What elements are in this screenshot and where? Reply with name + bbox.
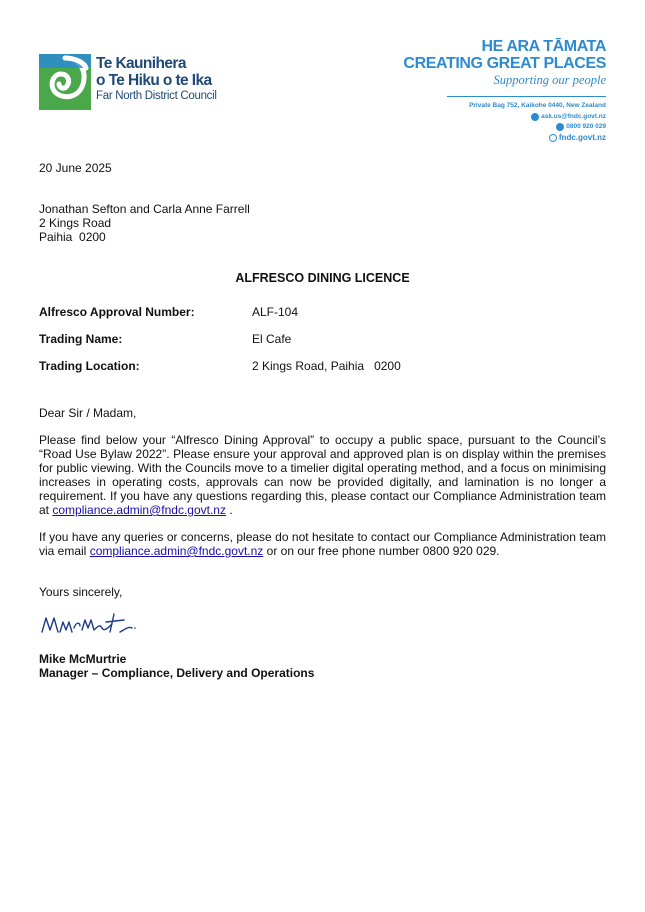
trading-name-value: El Cafe	[252, 332, 292, 346]
logo-line-1: Te Kaunihera	[96, 55, 186, 72]
tagline-sub: Supporting our people	[493, 73, 606, 87]
trading-location-label: Trading Location:	[39, 359, 140, 373]
tagline-divider	[447, 96, 606, 97]
signature	[40, 608, 140, 641]
paragraph-2-text: If you have any queries or concerns, please do not hesitate to contact our Compliance Administration team via email	[39, 530, 606, 558]
paragraph-1-end: .	[229, 503, 233, 517]
letter-title: ALFRESCO DINING LICENCE	[235, 271, 410, 285]
compliance-email-link-1[interactable]: compliance.admin@fndc.govt.nz	[52, 503, 226, 517]
trading-name-label: Trading Name:	[39, 332, 123, 346]
paragraph-1-text: Please find below your “Alfresco Dining Approval” to occupy a public space, pursuant to the Council’s “Road Use Bylaw 2022”. Please ensure your approval and approved plan is on display within the premises for public viewing. With the Councils move to a timelier digital operating method, and a focus on minimising increases in operating costs, approvals can now be provided digitally, and lamination is no longer a requirement. If you have any questions regarding this, please contact our Compliance Administration team at	[39, 433, 606, 517]
email-icon	[531, 113, 539, 121]
logo-line-2: o Te Hiku o te Ika	[96, 72, 212, 89]
signatory-name: Mike McMurtrie	[39, 652, 127, 666]
recipient-street: 2 Kings Road	[39, 216, 112, 230]
paragraph-2	[39, 530, 606, 558]
tagline-maori: HE ARA TĀMATA	[481, 38, 606, 55]
contact-phone: 0800 920 029	[566, 123, 606, 130]
council-emblem-icon	[39, 54, 91, 110]
contact-website: fndc.govt.nz	[558, 132, 606, 142]
council-logo	[39, 54, 217, 110]
salutation: Dear Sir / Madam,	[39, 406, 137, 420]
signature-image	[40, 608, 140, 638]
approval-number-label: Alfresco Approval Number:	[39, 305, 195, 319]
letter-date: 20 June 2025	[39, 161, 112, 175]
paragraph-1	[39, 433, 606, 517]
letterhead-tagline	[366, 38, 606, 143]
signatory-title: Manager – Compliance, Delivery and Operations	[39, 666, 315, 680]
globe-icon	[549, 134, 557, 142]
contact-email: ask.us@fndc.govt.nz	[541, 112, 606, 120]
phone-icon	[556, 123, 564, 131]
contact-block	[366, 101, 606, 143]
approval-number-value: ALF-104	[252, 305, 299, 319]
contact-address: Private Bag 752, Kaikohe 0440, New Zealand	[469, 102, 606, 109]
paragraph-2-end: or on our free phone number 0800 920 029.	[266, 544, 500, 558]
recipient-city: Paihia 0200	[39, 230, 106, 244]
recipient-name: Jonathan Sefton and Carla Anne Farrell	[39, 202, 250, 216]
trading-location-value: 2 Kings Road, Paihia 0200	[252, 359, 401, 373]
compliance-email-link-2[interactable]: compliance.admin@fndc.govt.nz	[89, 544, 264, 558]
closing: Yours sincerely,	[39, 585, 123, 599]
logo-line-3: Far North District Council	[96, 90, 217, 102]
tagline-english: CREATING GREAT PLACES	[403, 55, 606, 72]
